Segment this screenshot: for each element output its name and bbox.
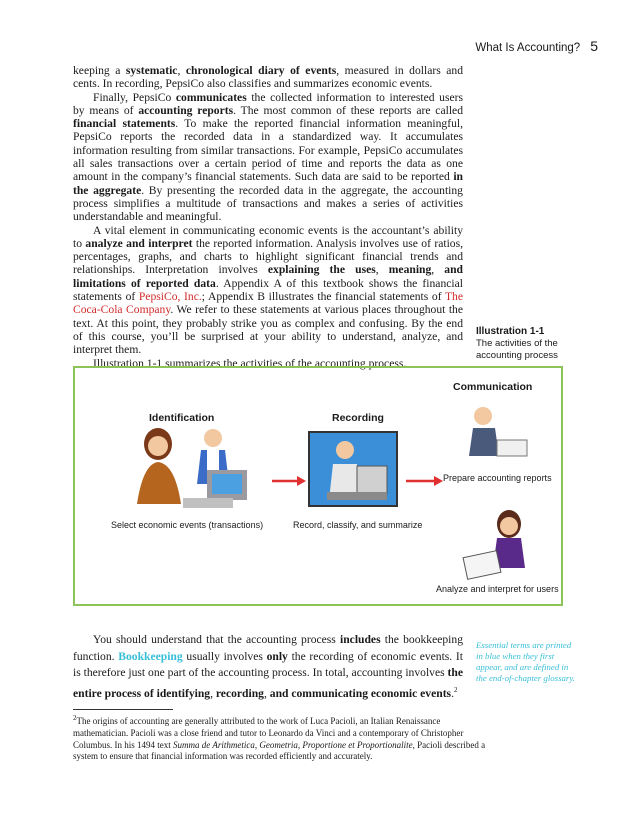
- paragraph-4: Illustration 1-1 summarizes the activities of the accounting process.: [93, 356, 407, 370]
- communication-illustration-bottom: [455, 508, 545, 582]
- footnote-rule: [73, 709, 173, 710]
- illustration-caption-line1: The activities of the: [476, 338, 558, 349]
- paragraph-2: Finally, PepsiCo communicates the collected information to interested users by means of accounting reports. The most common of these reports are called financial statements. To make the reported financial information meaningful, PepsiCo reports the recorded data in a standardized way. It accumulates information resulting from similar transactions. For example, PepsiCo accumulates all sales transactions over a certain period of time and reports the data as one amount in the company’s financial statements. Such data are said to be reported in the aggregate. By presenting the recorded data in the aggregate, the accounting process simplifies a multitude of transactions and makes a series of activities understandable and meaningful.: [73, 90, 464, 224]
- illustration-title: Illustration 1-1: [476, 326, 545, 337]
- identification-title: Identification: [149, 412, 215, 424]
- recording-illustration: [307, 430, 399, 508]
- arrow-recording-to-communication: [405, 475, 445, 487]
- identification-illustration: [123, 424, 253, 514]
- prepare-reports-label: Prepare accounting reports: [443, 473, 552, 483]
- running-header: [475, 38, 598, 54]
- communication-illustration-top: [447, 404, 537, 464]
- margin-note: Essential terms are printed in blue when they first appear, and are defined in the end-of-chapter glossary.: [476, 640, 575, 683]
- header-title: What Is Accounting?: [475, 42, 581, 54]
- body-text: [73, 64, 463, 370]
- recording-title: Recording: [332, 412, 384, 424]
- analyze-interpret-label: Analyze and interpret for users: [436, 584, 559, 594]
- arrow-identification-to-recording: [271, 475, 307, 487]
- bookkeeping-paragraph: [73, 632, 463, 702]
- accounting-process-diagram: [73, 366, 563, 606]
- illustration-caption-line2: accounting process: [476, 350, 558, 361]
- paragraph-3: A vital element in communicating economic events is the accountant’s ability to analyze and interpret the reported information. Analysis involves use of ratios, percentages, graphs, and charts to highlight significant financial trends and relationships. Interpretation involves explaining the uses, meaning, and limitations of reported data. Appendix A of this textbook shows the financial statements of PepsiCo, Inc.; Appendix B illustrates the financial statements of The Coca-Cola Company. We refer to these statements at various places throughout the text. At this point, they probably strike you as complex and confusing. By the end of this course, you’ll be surprised at your ability to understand, analyze, and interpret them.: [73, 223, 464, 357]
- illustration-caption: [476, 326, 558, 362]
- footnote: $^2$The origins of accounting are generally attributed to the work of Luca Pacioli, an Italian Renaissance mathematician. Pacioli was a close friend and tutor to Leonardo da Vinci and a contemporary of Christopher Columbus. In his 1494 text Summa de Arithmetica, Geometria, Proportione et Proportionalite, Pacioli described a system to ensure that financial information was recorded efficiently and accurately.: [73, 714, 486, 762]
- select-events-label: Select economic events (transactions): [111, 520, 264, 530]
- page-number: 5: [590, 38, 598, 54]
- paragraph-1: keeping a systematic, chronological diary of events, measured in dollars and cents. In recording, PepsiCo also classifies and summarizes economic events.: [73, 64, 463, 91]
- communication-title: Communication: [453, 381, 533, 393]
- record-classify-label: Record, classify, and summarize: [293, 520, 423, 530]
- paragraph-5: You should understand that the accounting process includes the bookkeeping function. Bookkeeping usually involves only the recording of economic events. It is therefore just one part of the accounting process. In total, accounting involves the entire process of identifying, recording, and communicating economic events.$^2$: [73, 633, 463, 700]
